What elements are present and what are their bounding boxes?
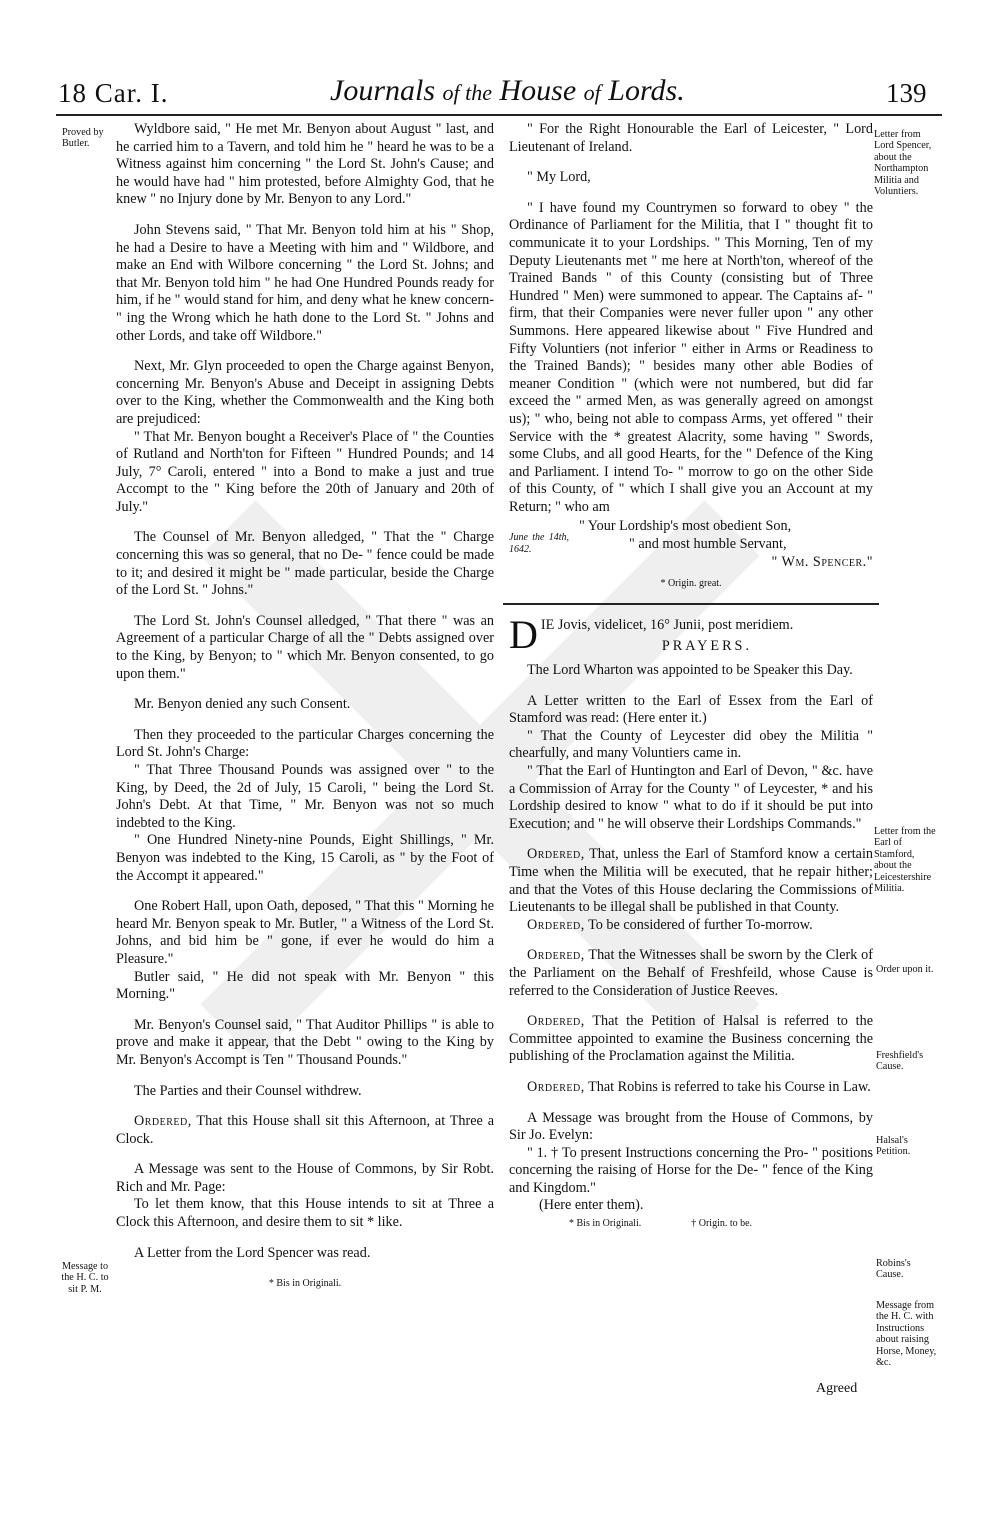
salutation: " My Lord, xyxy=(527,169,591,186)
header-rule xyxy=(56,114,942,116)
margin-note-halsal: Halsal's Petition. xyxy=(876,1135,911,1158)
paragraph: A Message was brought from the House of Commons, by Sir Jo. Evelyn: xyxy=(509,1109,873,1144)
paragraph xyxy=(509,846,873,916)
paragraph: (Here enter them). xyxy=(539,1197,644,1214)
paragraph: The Lord St. John's Counsel alledged, " That there " was an Agreement of a particular Charge of all the " Debts assigned over to the King, by Benyon; to " which Mr. Benyon consented, to go upon them." xyxy=(116,612,494,682)
paragraph: " That Mr. Benyon bought a Receiver's Place of " the Counties of Rutland and North'ton for Fifteen " Hundred Pounds; and 14 July, 7° Caroli, entered " into a Bond to make a just and true Accompt to the " King before the 20th of January and 20th of July." xyxy=(116,428,494,515)
margin-note-message-sit: Message to the H. C. to sit P. M. xyxy=(61,1261,109,1295)
paragraph: Mr. Benyon's Counsel said, " That Auditor Phillips " is able to prove and make it appear, that the Debt " owing to the King by Mr. Benyon's Accompt is Ten " Thousand Pounds." xyxy=(116,1016,494,1068)
paragraph: Wyldbore said, " He met Mr. Benyon about August " last, and he carried him to a Tavern, and told him he " heard he was to be a Witness against him concerning " the Lord St. John's Cause; and he would have had " him protested, before Almighty God, that he knew " no Injury done by Mr. Benyon to any Lord." xyxy=(116,121,494,208)
header-title-of: of xyxy=(583,80,601,105)
letter-signature-block xyxy=(509,518,873,571)
header-regnal-year: 18 Car. I. xyxy=(58,78,169,108)
footnote: * Bis in Originali. xyxy=(569,1218,642,1230)
ordered-label: Ordered, xyxy=(527,947,585,964)
paragraph: A Letter written to the Earl of Essex from the Earl of Stamford was read: (Here enter it.) xyxy=(509,692,873,727)
paragraph xyxy=(509,947,873,1000)
prayers-heading: PRAYERS. xyxy=(661,638,752,655)
paragraph: " For the Right Honourable the Earl of Leicester, " Lord Lieutenant of Ireland. xyxy=(509,121,873,155)
paragraph: " One Hundred Ninety-nine Pounds, Eight Shillings, " Mr. Benyon was indebted to the King, 15 Caroli, as " by the Foot of the Accompt it appeared." xyxy=(116,832,494,884)
catchword: Agreed xyxy=(816,1381,858,1396)
margin-note-message-instructions: Message from the H. C. with Instructions about raising Horse, Money, &c. xyxy=(876,1300,937,1369)
paragraph: John Stevens said, " That Mr. Benyon told him at his " Shop, he had a Desire to have a Meeting with him and " Wildbore, and make an End with Wilbore concerning " the Lord St. Johns; and that Mr. Benyon told him " he had One Hundred Pounds ready for him, if he " would stand for him, and deny what he knew concern- " ing the Wrong which he hath done to the Lord St. " Johns and other Lords, and take off Wildbore." xyxy=(116,221,494,344)
paragraph: A Message was sent to the House of Commons, by Sir Robt. Rich and Mr. Page: xyxy=(116,1161,494,1195)
day-heading-text: IE Jovis, videlicet, 16° Junii, post meridiem. xyxy=(540,616,794,633)
margin-note-proved-by-butler: Proved by Butler. xyxy=(62,127,104,150)
paragraph: Then they proceeded to the particular Charges concerning the Lord St. John's Charge: xyxy=(116,726,494,761)
signature-name: " Wm. Spencer." xyxy=(771,553,873,570)
ordered-label: Ordered, xyxy=(134,1113,192,1130)
letter-body: " I have found my Countrymen so forward to obey " the Ordinance of Parliament for the Militia, that I " thought fit to communicate it to your Lordships. " This Morning, Ten of my Deputy Lieutenants met " me here at North'ton, whereof of the Trained Bands " of this County (consisting but of Three Hundred " Men) were summoned to appear. The Captains af- " firm, that their Companies were never fuller upon " any other Summons. Here appeared likewise about " Five Hundred and Fifty Voluntiers (not inferior " either in Arms or Readiness to the Trained Bands); " besides many other able Bodies of meaner Condition " (which were not numbered, but did far exceed the " armed Men, as was generally agreed on amongst us); " who, being not able to compass Arms, yet offered " their Service with the * greatest Alacrity, some having " Swords, some Clubs, and all good Hearts, for the " Defence of the King and Parliament. I intend To- " morrow to go on the other Side of this County, of " which I shall give you an Account at my Return; " who am xyxy=(509,199,873,515)
ordered-label: Ordered, xyxy=(527,1013,585,1030)
header-title xyxy=(330,74,685,108)
header-title-house: House xyxy=(499,74,577,107)
paragraph xyxy=(509,1013,873,1066)
paragraph: The Counsel of Mr. Benyon alledged, " That the " Charge concerning this was so general, that no De- " fence could be made to it; and desired it might be " made particular, beside the Charge of the Lord St. " Johns." xyxy=(116,529,494,599)
paragraph: One Robert Hall, upon Oath, deposed, " That this " Morning he heard Mr. Benyon speak to Mr. Butler, " a Witness of the Lord St. Johns, and bid him be " gone, if ever he would do him a Pleasure." xyxy=(116,898,494,967)
footnote: * Bis in Originali. xyxy=(268,1278,342,1290)
header-title-journals: Journals xyxy=(330,74,435,107)
right-column xyxy=(509,121,873,1233)
footnote: * Origin. great. xyxy=(660,578,722,590)
margin-note-spencer-letter: Letter from Lord Spencer, about the Northampton Militia and Voluntiers. xyxy=(874,129,932,198)
paragraph: A Letter from the Lord Spencer was read. xyxy=(134,1244,371,1261)
ordered-label: Ordered, xyxy=(527,846,585,863)
paragraph xyxy=(509,917,873,935)
paragraph xyxy=(116,1113,494,1148)
margin-note-freshfield: Freshfield's Cause. xyxy=(876,1050,924,1073)
paragraph: Mr. Benyon denied any such Consent. xyxy=(134,696,351,713)
ordered-text: That the Witnesses shall be sworn by the Clerk of the Parliament on the Behalf of Freshfeild, whose Cause is referred to the Consideration of Justice Reeves. xyxy=(509,947,873,999)
letter-date: June the 14th, 1642. xyxy=(509,532,569,556)
paragraph: The Parties and their Counsel withdrew. xyxy=(134,1082,362,1099)
section-rule xyxy=(503,603,879,605)
ordered-text: That the Petition of Halsal is referred to the Committee appointed to examine the Business concerning the publishing of the Proclamation against the Militia. xyxy=(509,1013,873,1065)
paragraph: " That the County of Leycester did obey the Militia " chearfully, and many Voluntiers came in. xyxy=(509,727,873,762)
ordered-text: That this House shall sit this Afternoon, at Three a Clock. xyxy=(116,1113,494,1147)
margin-note-robins: Robins's Cause. xyxy=(876,1258,911,1281)
ordered-text: That, unless the Earl of Stamford know a certain Time when the Militia will be executed, that he repair hither; and that the Votes of this House declaring the Commissions of Lieutenants to be illegal shall be published in that County. xyxy=(509,846,873,916)
header-title-of-the: of the xyxy=(442,80,492,105)
footnotes xyxy=(509,1215,873,1233)
ordered-text: To be considered of further To-morrow. xyxy=(584,916,813,933)
signature-line: " and most humble Servant, xyxy=(629,536,787,553)
paragraph: Butler said, " He did not speak with Mr. Benyon " this Morning." xyxy=(116,968,494,1003)
signature-line: " Your Lordship's most obedient Son, xyxy=(579,518,792,535)
paragraph: " 1. † To present Instructions concerning the Pro- " positions concerning the raising of Horse for the De- " fence of the King and Kingdom." xyxy=(509,1144,873,1196)
left-column xyxy=(116,121,494,1303)
margin-note-stamford-letter: Letter from the Earl of Stamford, about the Leicestershire Militia. xyxy=(874,826,936,895)
footnote: † Origin. to be. xyxy=(691,1218,753,1230)
paragraph: Next, Mr. Glyn proceeded to open the Charge against Benyon, concerning Mr. Benyon's Abuse and Deceipt in assigning Debts over to the King, whether the Commonwealth and the King both are prejudiced: xyxy=(116,358,494,427)
ordered-label: Ordered, xyxy=(527,916,585,933)
page-number: 139 xyxy=(886,78,927,108)
paragraph xyxy=(509,1079,873,1097)
drop-cap: D xyxy=(509,611,538,657)
ordered-text: That Robins is referred to take his Course in Law. xyxy=(584,1078,871,1095)
paragraph: " That Three Thousand Pounds was assigned over " to the King, by Deed, the 2d of July, 15 Caroli, " being the Lord St. John's Debt. At that Time, " Mr. Benyon was not so much indebted to the King. xyxy=(116,762,494,831)
margin-note-order-upon-it: Order upon it. xyxy=(876,964,934,975)
paragraph: The Lord Wharton was appointed to be Speaker this Day. xyxy=(527,662,853,679)
paragraph: To let them know, that this House intends to sit at Three a Clock this Afternoon, and desire them to sit * like. xyxy=(116,1196,494,1231)
header-title-lords: Lords. xyxy=(608,74,685,107)
ordered-label: Ordered, xyxy=(527,1078,585,1095)
paragraph: " That the Earl of Huntington and Earl of Devon, " &c. have a Commission of Array for the County " of Leycester, * and his Lordship desired to know " what to do if it should be put into Execution; and " he will observe their Lordships Commands." xyxy=(509,763,873,832)
